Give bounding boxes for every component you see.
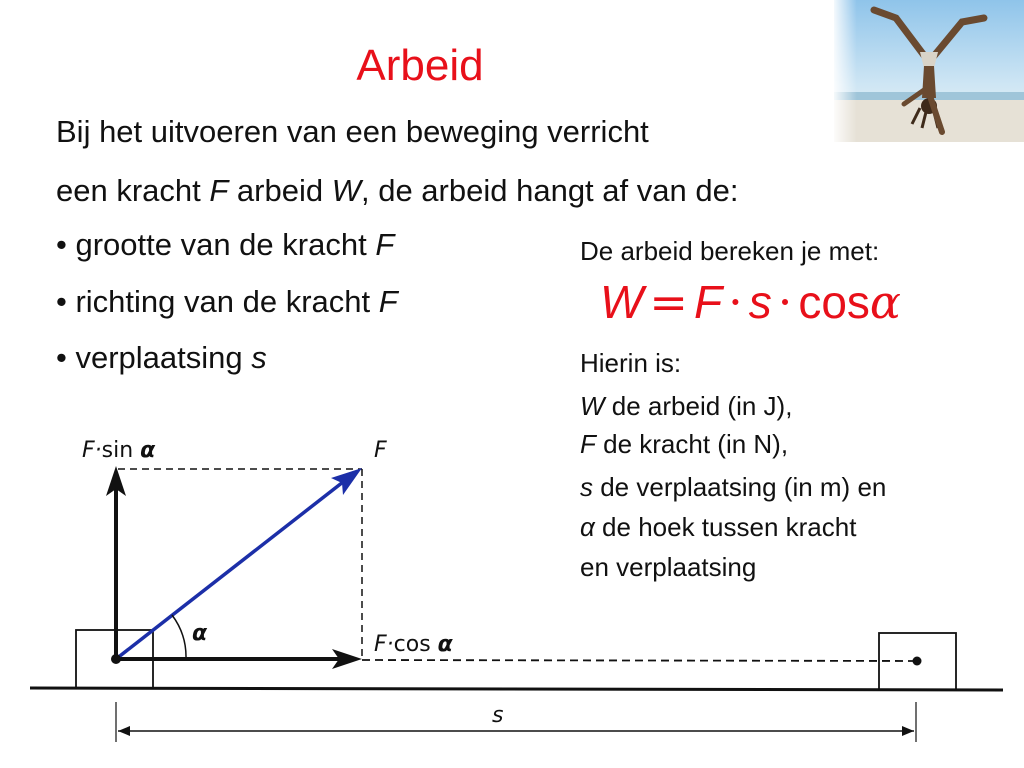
angle-arc — [172, 615, 186, 659]
label-fcos: F·cos α — [374, 632, 453, 657]
slide-title: Arbeid — [356, 41, 484, 90]
legend-last-line: en verplaatsing — [580, 552, 757, 582]
bullet-richting: • richting van de kracht F — [56, 284, 398, 319]
ground-line — [30, 688, 1003, 690]
label-s: s — [492, 703, 504, 728]
intro-line-2: een kracht F arbeid W, de arbeid hangt af van de: — [56, 173, 739, 208]
formula-intro: De arbeid bereken je met: — [580, 236, 880, 266]
legend-item-W: W de arbeid (in J), — [580, 391, 793, 421]
breakdancer-photo — [834, 0, 1024, 142]
force-diagram — [0, 420, 1024, 768]
bullet-verplaatsing: • verplaatsing s — [56, 340, 267, 375]
legend-item-alpha: α de hoek tussen kracht — [580, 512, 857, 542]
intro-line-1: Bij het uitvoeren van een beweging verricht — [56, 114, 649, 149]
label-fsin: F·sin α — [82, 438, 156, 463]
bullet-grootte: • grootte van de kracht F — [56, 227, 395, 262]
work-formula: W = F · s · cosα — [600, 275, 901, 329]
origin-point — [111, 654, 121, 664]
label-F: F — [374, 438, 387, 463]
legend-item-F: F de kracht (in N), — [580, 429, 789, 459]
dashed-displacement — [362, 660, 916, 661]
legend-item-s: s de verplaatsing (in m) en — [580, 472, 887, 502]
force-arrow — [116, 475, 352, 659]
label-alpha: α — [192, 621, 208, 646]
legend-heading: Hierin is: — [580, 348, 682, 378]
